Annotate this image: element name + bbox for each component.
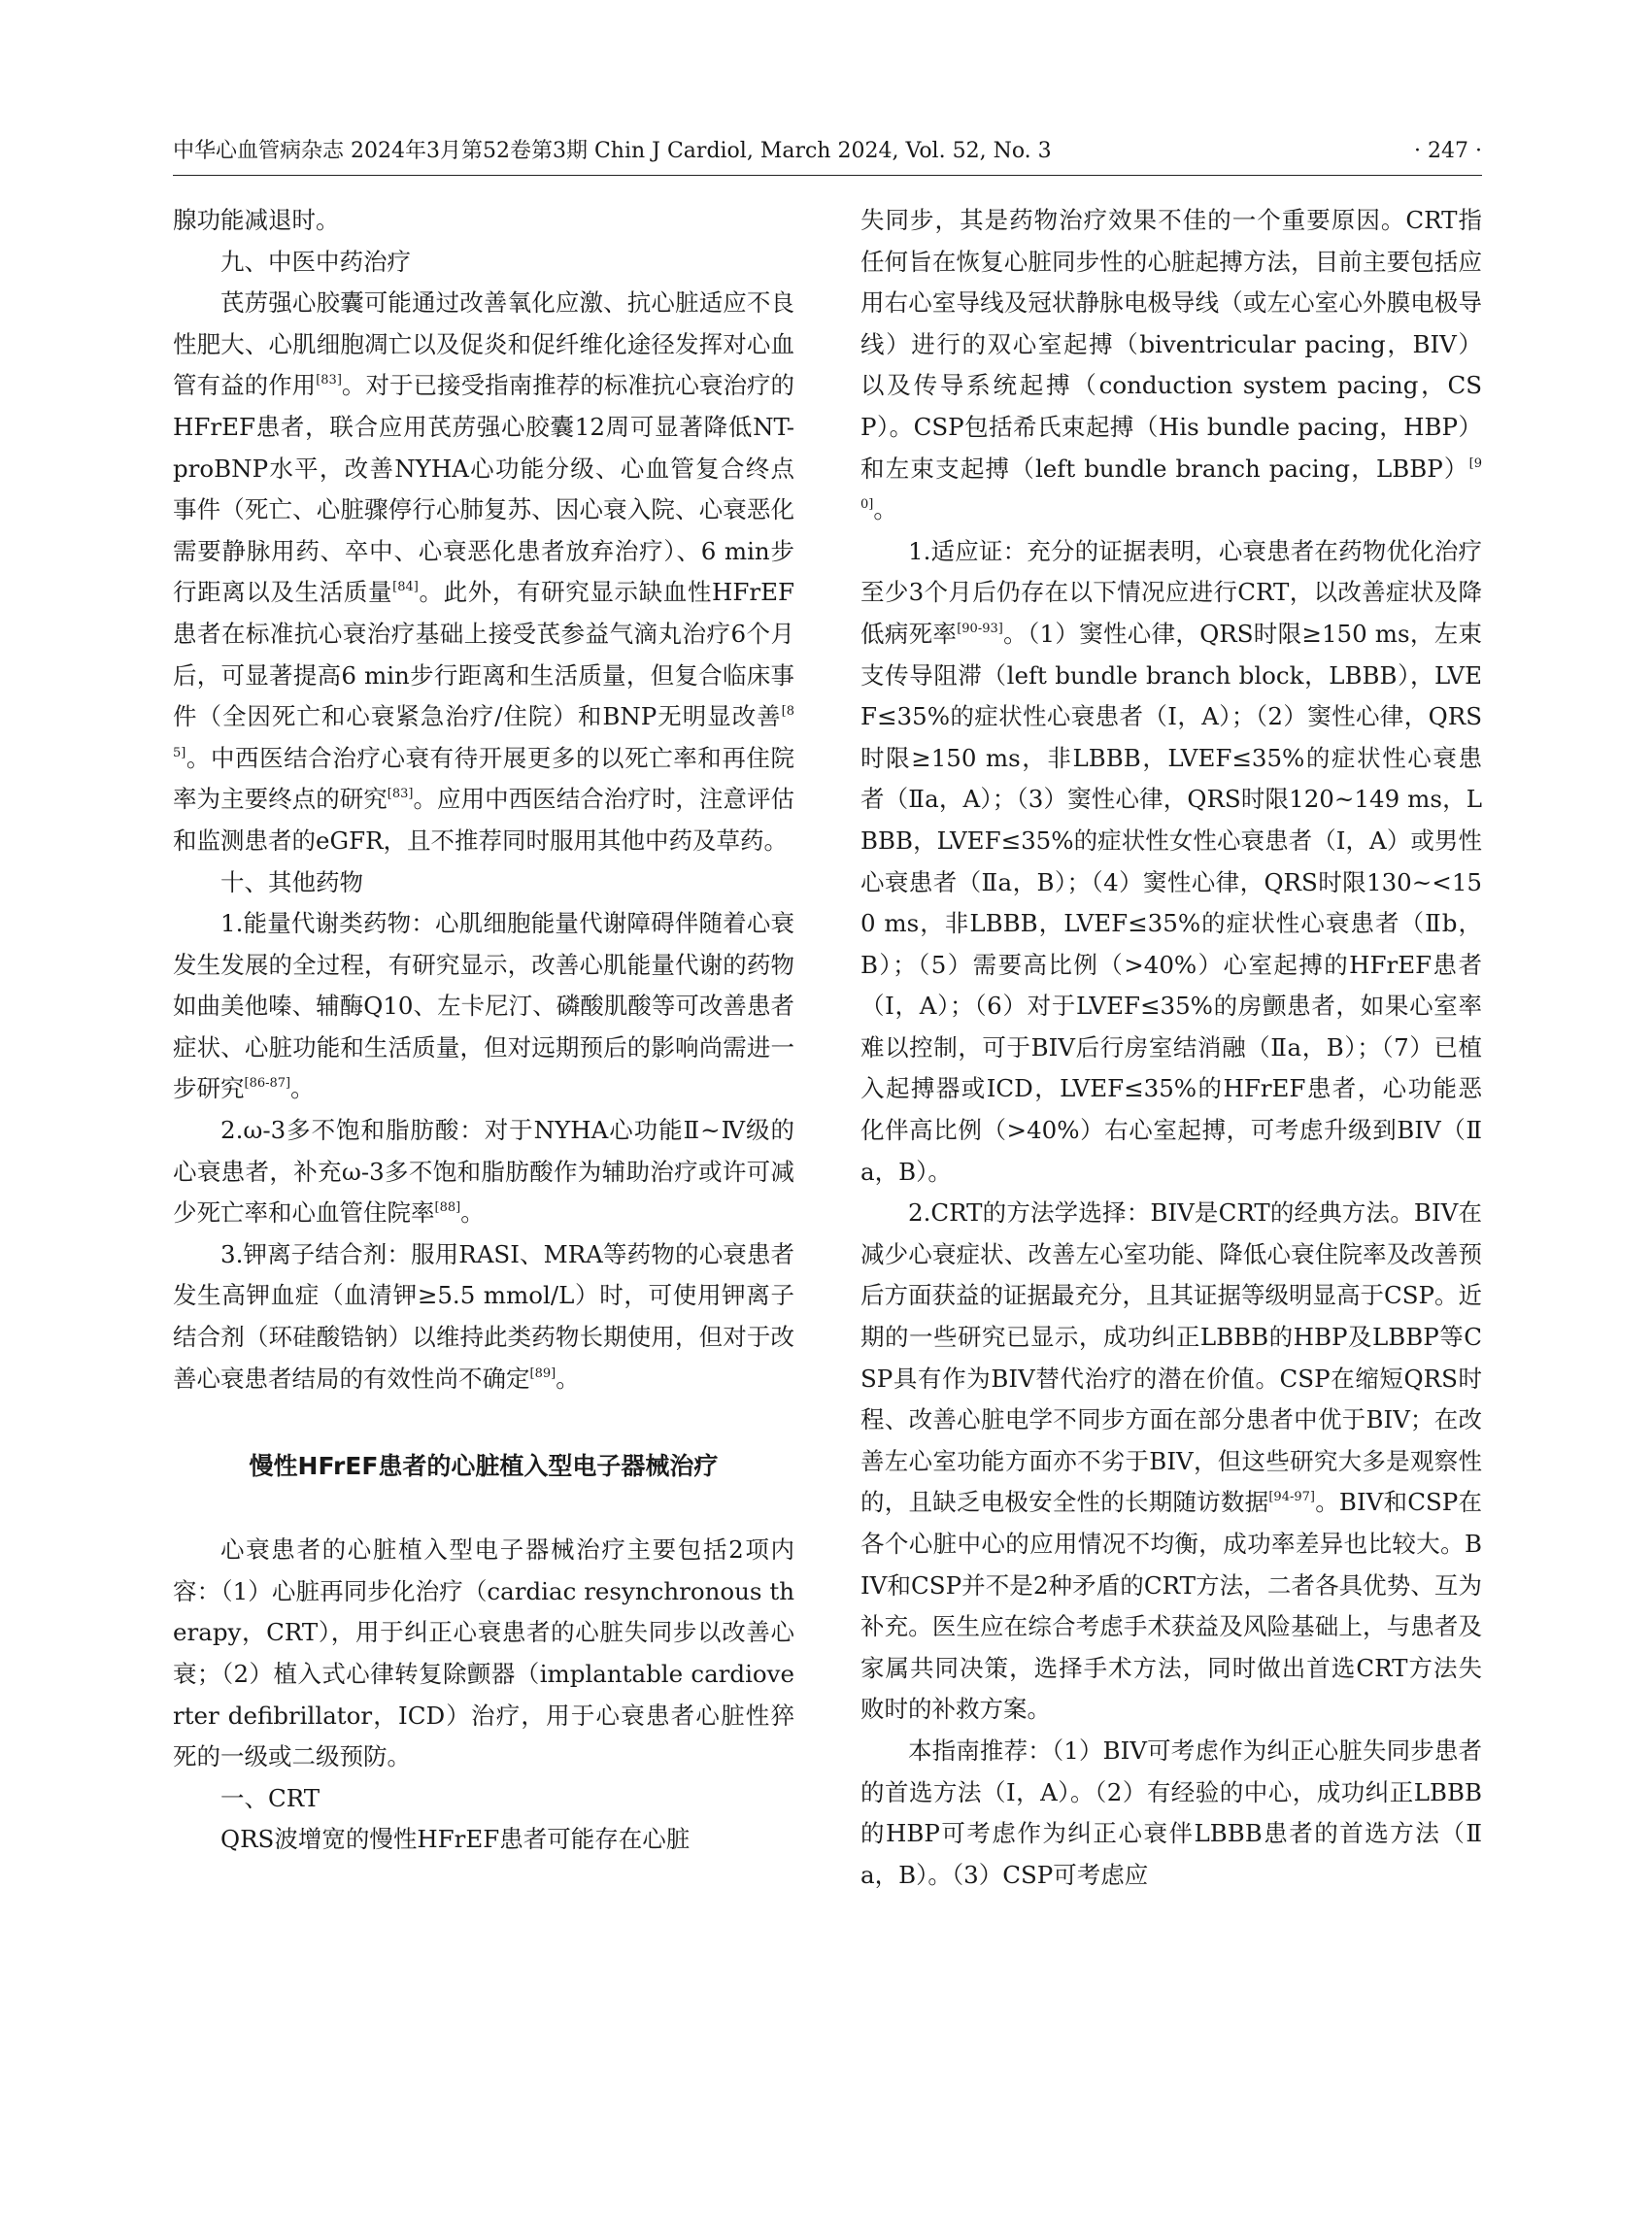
citation: [84] xyxy=(392,580,419,595)
paragraph-energy-metabolism: 1.能量代谢类药物：心肌细胞能量代谢障碍伴随着心衰发生发展的全过程，有研究显示，改善心肌能量代谢的药物如曲美他嗪、辅酶Q10、左卡尼汀、磷酸肌酸等可改善患者症状、心脏功能和生活质量，但对远期预后的影响尚需进一步研究[86-87]。 xyxy=(173,909,794,1103)
citation: [83] xyxy=(387,787,414,802)
left-column xyxy=(173,200,794,1861)
paragraph: 腺功能减退时。 xyxy=(173,206,340,234)
journal-citation: 中华心血管病杂志 2024年3月第52卷第3期 Chin J Cardiol, March 2024, Vol. 52, No. 3 xyxy=(173,139,1052,163)
page-number: · 247 · xyxy=(1414,139,1482,163)
citation: [88] xyxy=(434,1200,461,1216)
citation: [89] xyxy=(529,1365,556,1381)
citation: [90-93] xyxy=(957,621,1003,636)
paragraph-tcm: 芪苈强心胶囊可能通过改善氧化应激、抗心脏适应不良性肥大、心肌细胞凋亡以及促炎和促纤维化途径发挥对心血管有益的作用[83]。对于已接受指南推荐的标准抗心衰治疗的HFrEF患者，联合应用芪苈强心胶囊12周可显著降低NT-proBNP水平，改善NYHA心功能分级、心血管复合终点事件（死亡、心脏骤停行心肺复苏、因心衰入院、心衰恶化需要静脉用药、卒中、心衰恶化患者放弃治疗）、6 min步行距离以及生活质量[84]。此外，有研究显示缺血性HFrEF患者在标准抗心衰治疗基础上接受芪参益气滴丸治疗6个月后，可显著提高6 min步行距离和生活质量，但复合临床事件（全因死亡和心衰紧急治疗/住院）和BNP无明显改善[85]。中西医结合治疗心衰有待开展更多的以死亡率和再住院率为主要终点的研究[83]。应用中西医结合治疗时，注意评估和监测患者的eGFR，且不推荐同时服用其他中药及草药。 xyxy=(173,288,795,855)
citation: [83] xyxy=(316,373,342,388)
paragraph-potassium-binder: 3.钾离子结合剂：服用RASI、MRA等药物的心衰患者发生高钾血症（血清钾≥5.5 mmol/L）时，可使用钾离子结合剂（环硅酸锆钠）以维持此类药物长期使用，但对于改善心衰患者结局的有效性尚不确定[89]。 xyxy=(173,1239,794,1393)
right-column xyxy=(860,200,1482,1896)
paragraph-method-selection: 2.CRT的方法学选择：BIV是CRT的经典方法。BIV在减少心衰症状、改善左心室功能、降低心衰住院率及改善预后方面获益的证据最充分，且其证据等级明显高于CSP。近期的一些研究已显示，成功纠正LBBB的HBP及LBBP等CSP具有作为BIV替代治疗的潜在价值。CSP在缩短QRS时程、改善心脏电学不同步方面在部分患者中优于BIV；在改善左心室功能方面亦不劣于BIV，但这些研究大多是观察性的，且缺乏电极安全性的长期随访数据[94-97]。BIV和CSP在各个心脏中心的应用情况不均衡，成功率差异也比较大。BIV和CSP并不是2种矛盾的CRT方法，二者各具优势、互为补充。医生应在综合考虑手术获益及风险基础上，与患者及家属共同决策，选择手术方法，同时做出首选CRT方法失败时的补救方案。 xyxy=(860,1198,1483,1724)
paragraph-crt-definition: 失同步，其是药物治疗效果不佳的一个重要原因。CRT指任何旨在恢复心脏同步性的心脏起搏方法，目前主要包括应用右心室导线及冠状静脉电极导线（或左心室心外膜电极导线）进行的双心室起搏（biventricular pacing，BIV）以及传导系统起搏（conduction system pacing，CSP）。CSP包括希氏束起搏（His bundle pacing，HBP）和左束支起搏（left bundle branch pacing，LBBP）[90]。 xyxy=(860,206,1482,524)
paragraph-qrs: QRS波增宽的慢性HFrEF患者可能存在心脏 xyxy=(220,1825,691,1854)
paragraph-omega3: 2.ω-3多不饱和脂肪酸：对于NYHA心功能Ⅱ~Ⅳ级的心衰患者，补充ω-3多不饱和脂肪酸作为辅助治疗或许可减少死亡率和心血管住院率[88]。 xyxy=(173,1116,794,1228)
paragraph-recommendation: 本指南推荐：（1）BIV可考虑作为纠正心脏失同步患者的首选方法（Ⅰ，A）。（2）有经验的中心，成功纠正LBBB的HBP可考虑作为纠正心衰伴LBBB患者的首选方法（Ⅱa，B）。（3）CSP可考虑应 xyxy=(860,1736,1482,1889)
citation: [94-97] xyxy=(1268,1490,1315,1505)
paragraph-indications: 1.适应证：充分的证据表明，心衰患者在药物优化治疗至少3个月后仍存在以下情况应进行CRT，以改善症状及降低病死率[90-93]。（1）窦性心律，QRS时限≥150 ms，左束支传导阻滞（left bundle branch block，LBBB），LVEF≤35%的症状性心衰患者（Ⅰ，A）；（2）窦性心律，QRS时限≥150 ms，非LBBB，LVEF≤35%的症状性心衰患者（Ⅱa，A）；（3）窦性心律，QRS时限120~149 ms，LBBB，LVEF≤35%的症状性女性心衰患者（Ⅰ，A）或男性心衰患者（Ⅱa，B）；（4）窦性心律，QRS时限130~<150 ms，非LBBB，LVEF≤35%的症状性心衰患者（Ⅱb，B）；（5）需要高比例（>40%）心室起搏的HFrEF患者（Ⅰ，A）；（6）对于LVEF≤35%的房颤患者，如果心室率难以控制，可于BIV后行房室结消融（Ⅱa，B）；（7）已植入起搏器或ICD，LVEF≤35%的HFrEF患者，心功能恶化伴高比例（>40%）右心室起搏，可考虑升级到BIV（Ⅱa，B）。 xyxy=(860,536,1483,1186)
header-rule xyxy=(173,175,1482,176)
section-heading: 慢性HFrEF患者的心脏植入型电子器械治疗 xyxy=(249,1452,719,1481)
citation: [90] xyxy=(860,455,1482,513)
running-header xyxy=(173,136,1482,167)
citation: [86-87] xyxy=(244,1076,291,1092)
citation: [85] xyxy=(173,704,794,760)
subsection-heading-nine: 九、中医中药治疗 xyxy=(220,247,411,276)
subsection-heading-crt: 一、CRT xyxy=(220,1783,320,1812)
paragraph-device-therapy: 心衰患者的心脏植入型电子器械治疗主要包括2项内容：（1）心脏再同步化治疗（cardiac resynchronous therapy，CRT），用于纠正心衰患者的心脏失同步以改善心衰；（2）植入式心律转复除颤器（implantable cardioverter defibrillator，ICD）治疗，用于心衰患者心脏性猝死的一级或二级预防。 xyxy=(173,1535,794,1771)
subsection-heading-ten: 十、其他药物 xyxy=(220,867,363,896)
